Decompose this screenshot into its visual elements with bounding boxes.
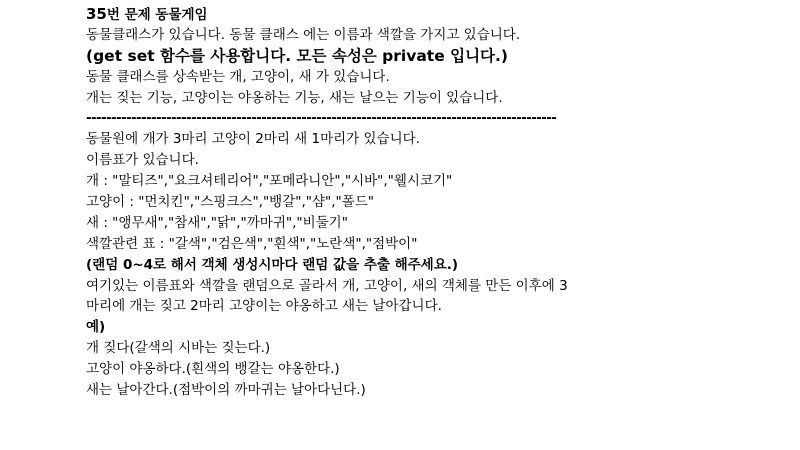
problem-title: 번 문제 동물게임 bbox=[106, 7, 208, 23]
problem-number: 35 bbox=[86, 5, 107, 23]
text-line: 개는 짖는 기능, 고양이는 야옹하는 기능, 새는 날으는 기능이 있습니다. bbox=[86, 89, 503, 106]
text-line: (get set 함수를 사용합니다. 모든 속성은 private 입니다.) bbox=[86, 46, 508, 65]
text-line: 동물원에 개가 3마리 고양이 2마리 새 1마리가 있습니다. bbox=[86, 131, 420, 148]
separator-line: ---------------------------------------------------------------------------------------------- bbox=[86, 110, 557, 127]
text-line: 개 짖다(갈색의 시바는 짖는다.) bbox=[86, 340, 271, 357]
text-line: 동물클래스가 있습니다. 동물 클래스 에는 이름과 색깔을 가지고 있습니다. bbox=[86, 26, 521, 43]
text-line: 색깔관련 표 : "갈색","검은색","흰색","노란색","점박이" bbox=[86, 235, 418, 252]
text-line: 새는 날아간다.(점박이의 까마귀는 날아다닌다.) bbox=[86, 382, 366, 399]
text-line: 예) bbox=[86, 319, 106, 336]
text-line: 새 : "앵무새","참새","닭","까마귀","비둘기" bbox=[86, 214, 348, 231]
text-line: 여기있는 이름표와 색깔을 랜덤으로 골라서 개, 고양이, 새의 객체를 만든 이후에 3 bbox=[86, 277, 568, 294]
document-title bbox=[86, 4, 786, 25]
text-line: 동물 클래스를 상속받는 개, 고양이, 새 가 있습니다. bbox=[86, 68, 390, 85]
document bbox=[86, 4, 786, 401]
text-line: 고양이 : "먼치킨","스핑크스","뱅갈","샴","폴드" bbox=[86, 194, 375, 211]
text-line: 고양이 야옹하다.(흰색의 뱅갈는 야옹한다.) bbox=[86, 361, 340, 378]
text-line: 이름표가 있습니다. bbox=[86, 152, 199, 169]
text-line: 마리에 개는 짖고 2마리 고양이는 야옹하고 새는 날아갑니다. bbox=[86, 298, 442, 315]
text-line: (랜덤 0~4로 해서 객체 생성시마다 랜덤 값을 추출 해주세요.) bbox=[86, 256, 459, 273]
text-line: 개 : "말티즈","요크셔테리어","포메라니안","시바","웰시코기" bbox=[86, 173, 453, 190]
